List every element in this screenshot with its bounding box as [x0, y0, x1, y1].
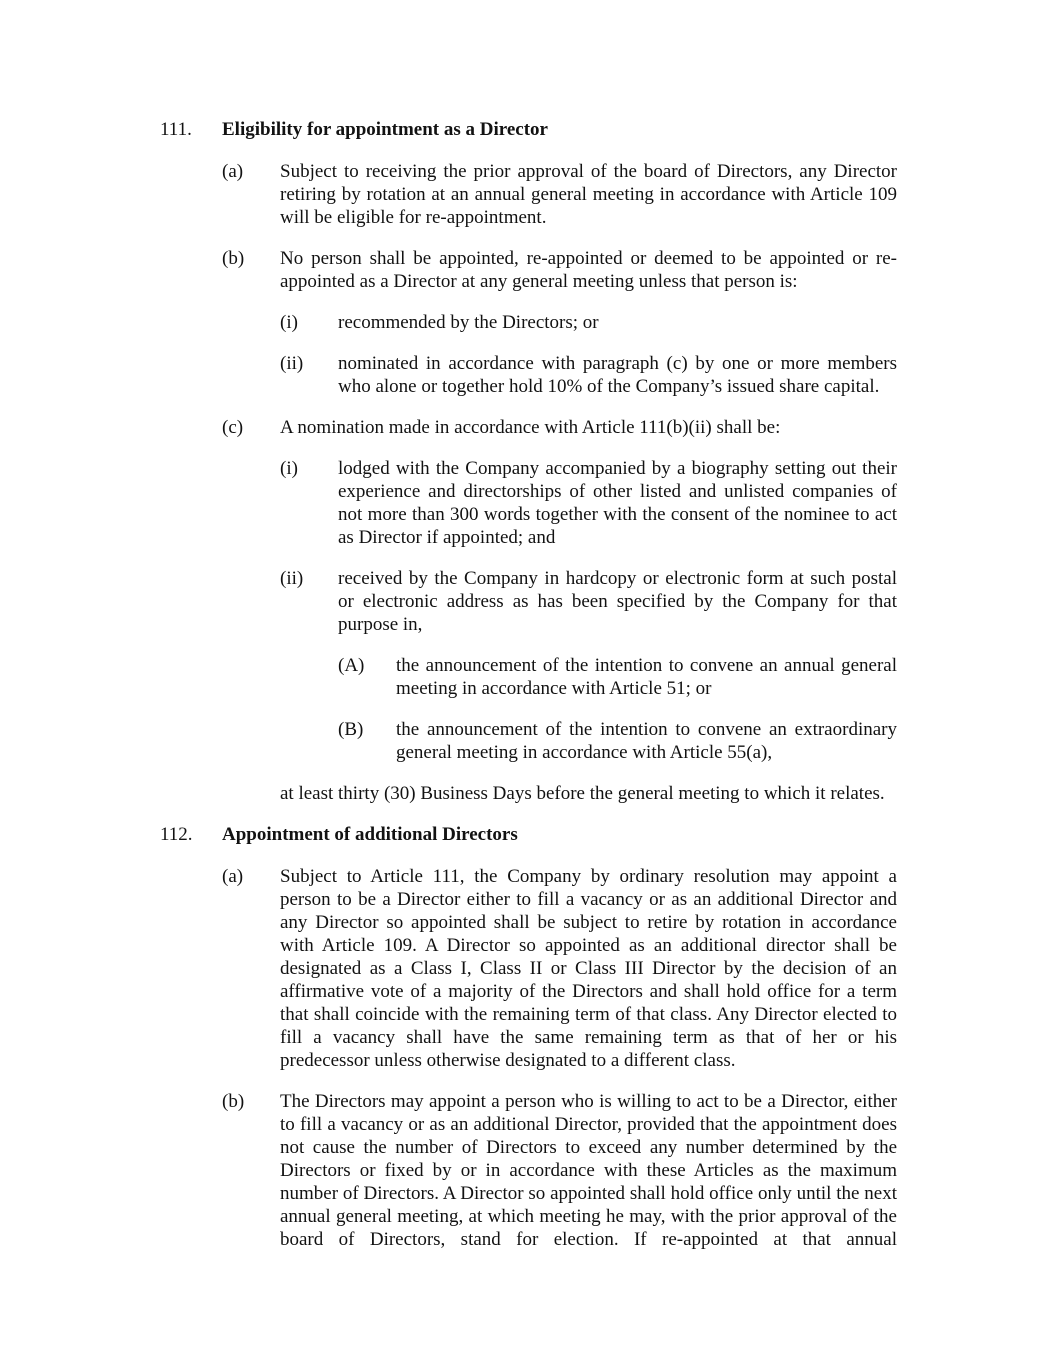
clause-marker: (a) — [222, 866, 244, 887]
article-heading: Appointment of additional Directors — [222, 824, 518, 845]
clause-text: Subject to receiving the prior approval of the board of Directors, any Director retiring by rotation at an annual general meeting in accordance with Article 109 will be eligible for re-appointment. — [280, 161, 897, 228]
clause-marker: (B) — [338, 719, 364, 740]
article-heading-row — [160, 118, 897, 141]
clause-marker: (i) — [280, 458, 298, 479]
clause-text: A nomination made in accordance with Article 111(b)(ii) shall be: — [280, 417, 781, 438]
clause-marker: (b) — [222, 1091, 245, 1112]
article-heading-row — [160, 823, 897, 846]
article-112 — [160, 823, 897, 1251]
clause-111-c-i — [280, 457, 897, 549]
clause-111-b-ii — [280, 352, 897, 398]
clause-text: Subject to Article 111, the Company by ordinary resolution may appoint a person to be a Director either to fill a vacancy or as an additional Director and any Director so appointed shall be subject to retire by rotation in accordance with Article 109. A Director so appointed as an additional director shall be designated as a Class I, Class II or Class III Director by the decision of an affirmative vote of a majority of the Directors and shall hold office for a term that shall coincide with the remaining term of that class. Any Director elected to fill a vacancy shall have the same remaining term as that of her or his predecessor unless otherwise designated to a different class. — [280, 866, 897, 1071]
clause-marker: (i) — [280, 312, 298, 333]
clause-111-c-ii — [280, 567, 897, 636]
clause-111-b — [222, 247, 897, 293]
clause-marker: (c) — [222, 417, 244, 438]
clause-111-closing: at least thirty (30) Business Days before the general meeting to which it relates. — [280, 783, 885, 804]
clause-text: nominated in accordance with paragraph (c) by one or more members who alone or together hold 10% of the Company’s issued share capital. — [338, 353, 897, 397]
clause-text: the announcement of the intention to convene an annual general meeting in accordance with Article 51; or — [396, 655, 897, 699]
clause-text: No person shall be appointed, re-appointed or deemed to be appointed or re-appointed as a Director at any general meeting unless that person is: — [280, 248, 897, 292]
clause-112-b — [222, 1090, 897, 1251]
clause-text: recommended by the Directors; or — [338, 312, 599, 333]
clause-marker: (ii) — [280, 568, 304, 589]
article-number: 112. — [160, 824, 193, 845]
clause-marker: (A) — [338, 655, 365, 676]
clause-text: The Directors may appoint a person who is willing to act to be a Director, either to fill a vacancy or as an additional Director, provided that the appointment does not cause the number of Directors to exceed any number determined by the Directors or fixed by or in accordance with these Articles as the maximum number of Directors. A Director so appointed shall hold office only until the next annual general meeting, at which meeting he may, with the prior approval of the board of Directors, stand for election. If re-appointed at that annual — [280, 1091, 897, 1250]
clause-marker: (b) — [222, 248, 245, 269]
clause-text: received by the Company in hardcopy or electronic form at such postal or electronic address as has been specified by the Company for that purpose in, — [338, 568, 897, 635]
clause-111-c — [222, 416, 897, 439]
article-heading: Eligibility for appointment as a Director — [222, 119, 548, 140]
clause-marker: (a) — [222, 161, 244, 182]
article-111 — [160, 118, 897, 805]
article-number: 111. — [160, 119, 192, 140]
clause-111-a — [222, 160, 897, 229]
clause-112-a — [222, 865, 897, 1072]
clause-111-c-ii-B — [338, 718, 897, 764]
clause-text: the announcement of the intention to convene an extraordinary general meeting in accordance with Article 55(a), — [396, 719, 897, 763]
clause-marker: (ii) — [280, 353, 304, 374]
clause-111-b-i — [280, 311, 897, 334]
clause-111-c-ii-A — [338, 654, 897, 700]
clause-text: lodged with the Company accompanied by a biography setting out their experience and directorships of other listed and unlisted companies of not more than 300 words together with the consent of the nominee to act as Director if appointed; and — [338, 458, 897, 548]
